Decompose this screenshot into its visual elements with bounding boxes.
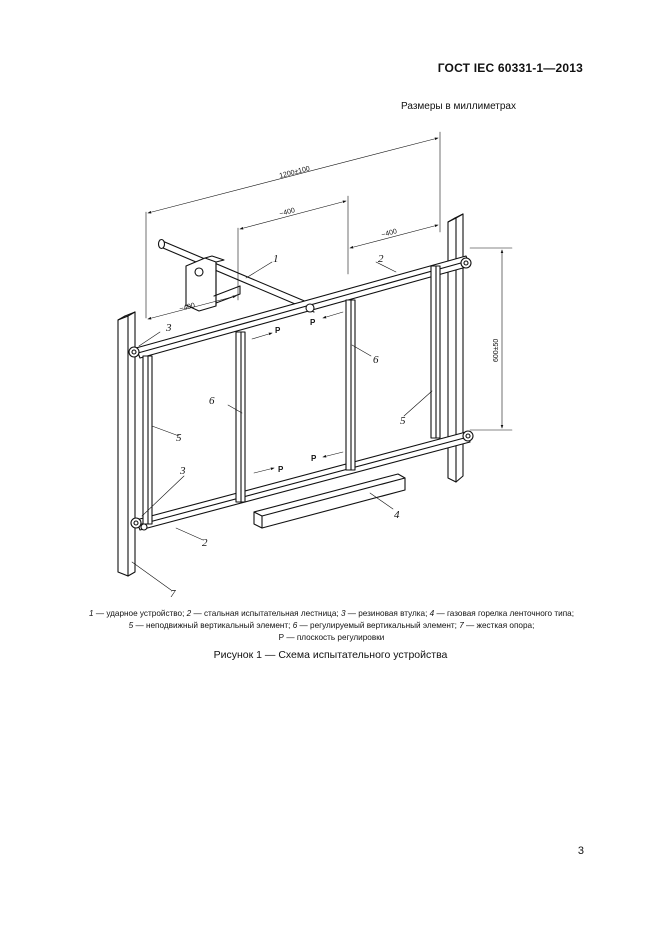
legend-num-4: 4 — [429, 609, 435, 618]
callout-3-top: 3 — [166, 322, 172, 334]
callout-5-right: 5 — [400, 415, 406, 427]
units-note: Размеры в миллиметрах — [401, 101, 516, 112]
legend-text-1: — ударное устройство; — [93, 609, 187, 618]
callout-6-left: 6 — [209, 395, 215, 407]
legend-num-6: 6 — [292, 620, 298, 630]
p-label-top-left: P — [275, 326, 281, 335]
legend-num-1: 1 — [89, 609, 94, 618]
adjustable-vertical-right — [346, 300, 355, 470]
p-label-top-right: P — [310, 318, 316, 327]
callout-2-bottom: 2 — [202, 537, 208, 549]
dim-segment-1: ~400 — [278, 207, 296, 218]
fixed-vertical-right — [431, 266, 440, 438]
legend-text-4: — газовая горелка ленточного типа; — [434, 609, 574, 618]
adjustable-vertical-left — [236, 332, 245, 502]
callout-7: 7 — [170, 588, 176, 600]
fixed-vertical-left — [143, 356, 152, 524]
legend-num-5: 5 — [128, 620, 134, 630]
legend-num-3: 3 — [340, 609, 346, 618]
figure-caption: Рисунок 1 — Схема испытательного устройства — [213, 649, 448, 661]
callout-2-top: 2 — [378, 253, 384, 265]
legend-text-6: — регулируемый вертикальный элемент; — [297, 620, 460, 630]
legend-text-2: — стальная испытательная лестница; — [191, 609, 341, 618]
rubber-bushes — [129, 258, 473, 530]
legend-num-2: 2 — [186, 609, 192, 618]
dim-height: 600±50 — [493, 338, 500, 362]
figure-legend — [44, 608, 619, 643]
callout-5-left: 5 — [176, 432, 182, 444]
page-number: 3 — [577, 845, 584, 857]
callout-4: 4 — [394, 509, 400, 521]
p-label-bottom-right: P — [311, 454, 317, 463]
dim-segment-2: ~400 — [380, 228, 398, 239]
legend-line-1 — [44, 608, 619, 620]
legend-text-5: — неподвижный вертикальный элемент; — [133, 620, 293, 630]
callout-3-bottom: 3 — [180, 465, 186, 477]
p-label-bottom-left: P — [278, 465, 284, 474]
legend-num-7: 7 — [459, 620, 464, 630]
document-header: ГОСТ IEC 60331-1—2013 — [437, 61, 583, 75]
ladder-bottom-bar — [136, 432, 470, 530]
dim-overall-width: 1200±100 — [278, 165, 311, 180]
legend-line-2 — [44, 620, 619, 632]
callout-1: 1 — [273, 253, 279, 265]
legend-text-3: — резиновая втулка; — [345, 609, 430, 618]
callout-6-right: 6 — [373, 354, 379, 366]
dim-segment-3: ~400 — [178, 302, 196, 313]
impact-device — [159, 240, 315, 313]
legend-text-7: — жесткая опора; — [463, 620, 535, 630]
legend-line-3: Р — плоскость регулировки — [278, 632, 385, 642]
